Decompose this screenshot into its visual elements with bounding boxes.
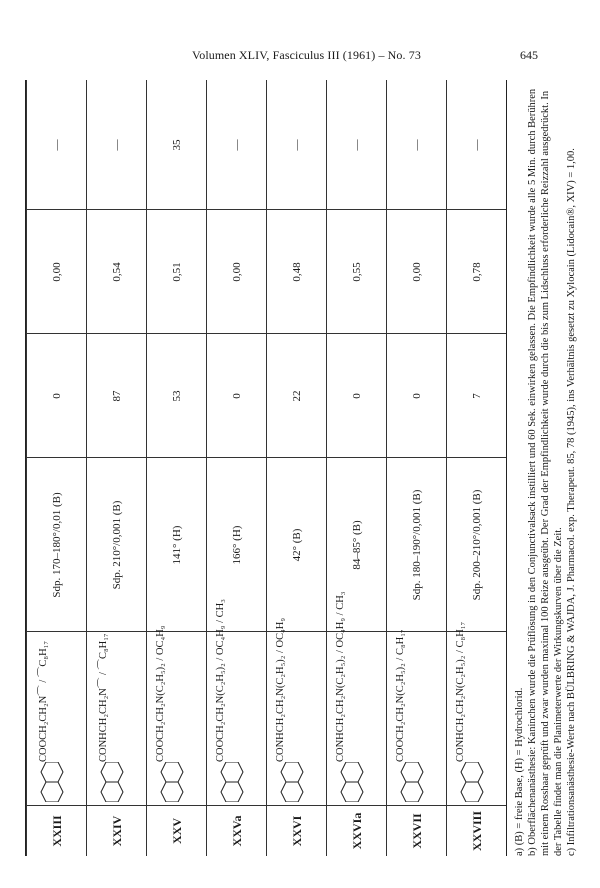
structure-text: COOCH₂CH₂N⌒ / ⌒C₈H₁₇ <box>38 641 49 762</box>
quinoline-ring-icon <box>337 762 377 802</box>
structure-formula <box>447 621 507 806</box>
compound-id: XXVI <box>289 815 304 847</box>
melting-boiling-point: 166° (H) <box>231 525 243 565</box>
melting-boiling-point: Sdp. 210°/0,001 (B) <box>111 500 123 590</box>
table-row <box>266 80 327 856</box>
footnote-c: c) Infiltrationsanästhesie-Werte nach BÜLBRING & WAJDA, J. Pharmacol. exp. Therapeut. 85, 78 (1945), ins Verhältnis gesetzt zu Xylocain (Lidocain®, XIV) = 1,00. <box>566 148 577 856</box>
compound-id: XXV <box>169 818 184 844</box>
compound-id: XXIII <box>49 815 64 847</box>
footnotes <box>513 80 578 856</box>
structure-cell <box>87 632 147 806</box>
table-row <box>206 80 267 856</box>
footnote-a: a) (B) = freie Base, (H) = Hydrochlorid. <box>514 687 525 856</box>
infiltration-value: 35 <box>171 139 183 151</box>
ratio-value: 0,51 <box>171 262 183 282</box>
infiltration-value: — <box>231 139 243 151</box>
quinoline-ring-icon <box>97 762 137 802</box>
melting-boiling-point: 42° (B) <box>291 528 303 562</box>
compound-id: XXVIII <box>469 811 484 852</box>
infiltration-value: — <box>471 139 483 151</box>
infiltration-value: — <box>51 139 63 151</box>
ratio-value: 0,00 <box>231 262 243 282</box>
page-number: 645 <box>520 48 538 62</box>
structure-formula <box>387 629 447 806</box>
journal-title: Volumen XLIV, Fasciculus III (1961) – No. 73 <box>192 48 421 62</box>
table-row <box>26 80 87 856</box>
structure-text: CONHCH₂CH₂N(C₂H₅)₂ / OC₄H₉ / CH₃ <box>335 591 346 762</box>
anesthesia-value: 0 <box>411 393 423 399</box>
structure-cell <box>267 617 327 806</box>
anesthesia-value: 7 <box>471 393 483 399</box>
quinoline-ring-icon <box>37 762 77 802</box>
melting-boiling-point: Sdp. 180–190°/0,001 (B) <box>411 489 423 601</box>
table-row <box>386 80 447 856</box>
table-row <box>326 80 387 856</box>
ratio-value: 0,78 <box>471 262 483 282</box>
compound-id: XXIV <box>109 815 124 847</box>
melting-boiling-point: Sdp. 170–180°/0,01 (B) <box>51 492 63 598</box>
structure-text: CONHCH₂CH₂N⌒ / ⌒C₈H₁₇ <box>98 633 109 762</box>
infiltration-value: — <box>291 139 303 151</box>
quinoline-ring-icon <box>157 762 197 802</box>
anesthesia-value: 0 <box>231 393 243 399</box>
compound-table <box>25 80 507 856</box>
structure-cell <box>447 621 507 806</box>
infiltration-value: — <box>111 139 123 151</box>
quinoline-ring-icon <box>457 762 497 802</box>
structure-formula <box>87 633 147 806</box>
compound-id: XXVII <box>409 813 424 849</box>
ratio-value: 0,55 <box>351 262 363 282</box>
ratio-value: 0,54 <box>111 262 123 282</box>
anesthesia-value: 53 <box>171 390 183 402</box>
anesthesia-value: 22 <box>291 390 303 402</box>
quinoline-ring-icon <box>217 762 257 802</box>
melting-boiling-point: Sdp. 200–210°/0,001 (B) <box>471 489 483 601</box>
structure-formula <box>147 625 207 806</box>
footnote-b: b) Oberflächenanästhesie: Kaninchen wurde die Prüflösung in den Conjunctivalsack instilliert und 60 Sek. einwirken gelassen. Die Empfindlichkeit wurde alle 5 Min. durch Berühren mit einem Rosshaar geprüft und zwar wurden maximal 100 Reize ausgeübt. Der Grad der Empfindlichkeit wurde durch die bis zum Lidschluss erforderliche Reizzahl ausgedrückt. In der Tabelle findet man die Planimeterwerte der Wirkungskurven über die Zeit. <box>527 88 564 856</box>
anesthesia-value: 87 <box>111 390 123 402</box>
structure-formula <box>27 636 87 806</box>
structure-formula <box>207 599 267 806</box>
structure-formula <box>267 617 327 806</box>
infiltration-value: — <box>351 139 363 151</box>
rotated-table-block <box>25 80 577 856</box>
structure-text: COOCH₂CH₂N(C₂H₅)₂ / OC₄H₉ / CH₃ <box>215 599 226 762</box>
structure-text: CONHCH₂CH₂N(C₂H₅)₂ / OC₄H₉ <box>275 617 286 762</box>
melting-boiling-point: 84–85° (B) <box>351 520 363 570</box>
quinoline-ring-icon <box>397 762 437 802</box>
ratio-value: 0,00 <box>411 262 423 282</box>
melting-boiling-point: 141° (H) <box>171 525 183 565</box>
ratio-value: 0,48 <box>291 262 303 282</box>
compound-id: XXVa <box>229 815 244 847</box>
ratio-value: 0,00 <box>51 262 63 282</box>
table-row <box>86 80 147 856</box>
structure-text: COOCH₂CH₂N(C₂H₅)₂ / OC₄H₉ <box>155 625 166 762</box>
infiltration-value: — <box>411 139 423 151</box>
quinoline-ring-icon <box>277 762 317 802</box>
anesthesia-value: 0 <box>351 393 363 399</box>
table-row <box>446 80 507 856</box>
structure-text: CONHCH₂CH₂N(C₂H₅)₂ / C₈H₁₇ <box>455 621 466 762</box>
structure-cell <box>387 629 447 806</box>
structure-text: COOCH₂CH₂N(C₂H₅)₂ / C₈H₁₇ <box>395 629 406 762</box>
structure-cell <box>207 599 267 806</box>
anesthesia-value: 0 <box>51 393 63 399</box>
table-row <box>146 80 207 856</box>
structure-cell <box>147 625 207 806</box>
compound-id: XXVIa <box>349 812 364 850</box>
structure-cell <box>327 591 387 806</box>
structure-formula <box>327 591 387 806</box>
structure-cell <box>27 632 87 806</box>
running-header <box>0 48 600 68</box>
